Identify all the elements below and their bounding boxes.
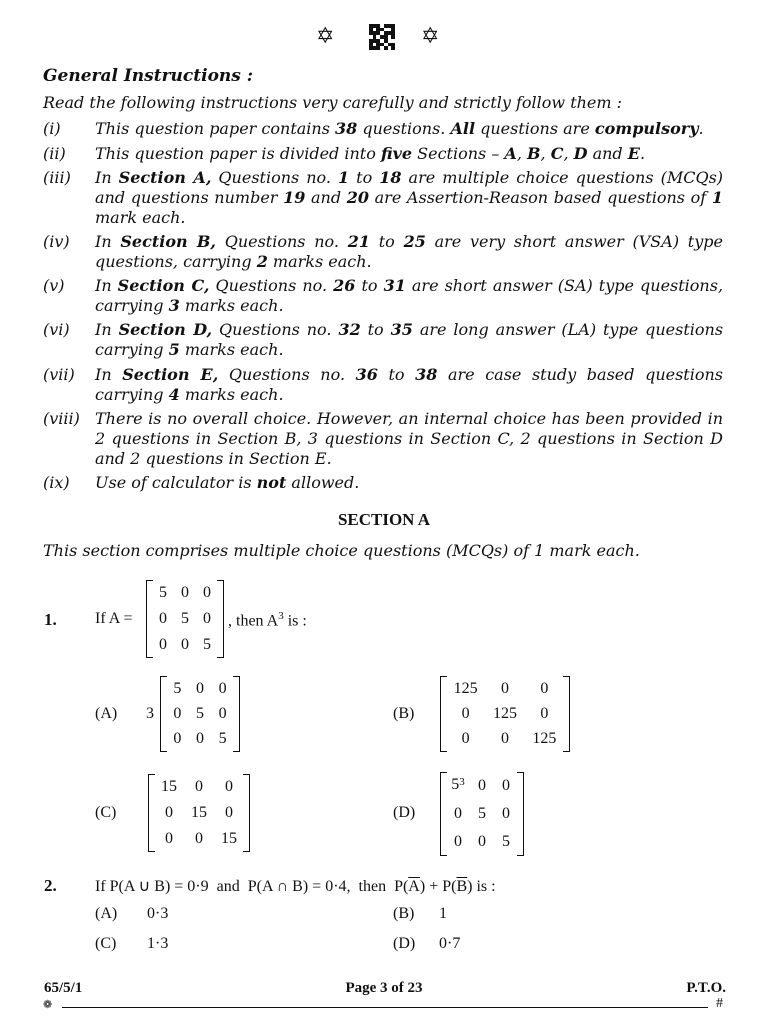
matrix-entry: 0 <box>173 704 182 722</box>
q2-option-b-value: 1 <box>439 905 447 922</box>
instruction-number: (v) <box>43 276 65 295</box>
section-title: SECTION A <box>337 510 431 529</box>
matrix-entry: 0 <box>165 830 173 847</box>
matrix-grid <box>446 772 518 856</box>
matrix-entry: 0 <box>159 610 167 627</box>
option-c-matrix <box>148 774 250 852</box>
option-b-label: (B) <box>393 705 415 722</box>
q2-option-d-label: (D) <box>393 935 416 952</box>
matrix-entry: 5 <box>478 805 486 822</box>
matrix-grid <box>152 580 218 658</box>
instruction-text: This question paper is divided into five Sections – A, B, C, D and E. <box>95 144 646 163</box>
matrix-entry: 0 <box>203 584 211 601</box>
matrix-entry: 0 <box>478 777 486 794</box>
q2-option-a-value: 0·3 <box>147 905 169 922</box>
matrix-entry: 0 <box>195 830 203 847</box>
pto-text: P.T.O. <box>686 980 726 996</box>
question-number: 1. <box>44 610 57 629</box>
q2-option-b-label: (B) <box>393 905 415 922</box>
instruction-number: (iii) <box>43 168 71 187</box>
instruction-text: In Section D, Questions no. 32 to 35 are long answer (LA) type questions carrying 5 marks each. <box>95 320 724 359</box>
matrix-grid <box>154 774 244 852</box>
matrix-entry: 5 <box>181 610 189 627</box>
matrix-entry: 125 <box>453 679 478 697</box>
matrix-entry: 125 <box>532 730 557 748</box>
matrix-grid <box>446 676 564 752</box>
instruction-text: In Section C, Questions no. 26 to 31 are short answer (SA) type questions, carrying 3 marks each. <box>95 276 724 315</box>
instruction-number: (ii) <box>43 144 66 163</box>
question-number: 2. <box>44 876 57 895</box>
question-1-matrix <box>146 580 224 658</box>
matrix-bracket-right <box>233 676 240 752</box>
instruction-text: Use of calculator is not allowed. <box>95 473 360 492</box>
footer-divider <box>62 1007 708 1008</box>
matrix-entry: 0 <box>195 778 203 795</box>
matrix-entry: 0 <box>195 730 204 748</box>
page-number: Page 3 of 23 <box>345 980 423 996</box>
matrix-grid <box>166 676 234 752</box>
instructions-intro: Read the following instructions very carefully and strictly follow them : <box>43 93 623 112</box>
question-1-prefix: If A = <box>95 610 133 627</box>
matrix-entry: 0 <box>454 805 462 822</box>
matrix-entry: 0 <box>461 730 470 748</box>
matrix-entry: 5 <box>195 704 204 722</box>
instruction-text: In Section E, Questions no. 36 to 38 are case study based questions carrying 4 marks each. <box>95 365 723 404</box>
star-of-david-icon-left: ✡ <box>316 24 335 49</box>
matrix-entry: 0 <box>540 704 549 722</box>
matrix-entry: 15 <box>221 830 237 847</box>
matrix-entry: 0 <box>173 730 182 748</box>
q2-option-c-value: 1·3 <box>147 935 169 952</box>
instruction-text: In Section A, Questions no. 1 to 18 are multiple choice questions (MCQs) and questions number 19 and 20 are Assertion-Reason based questions of 1 mark each. <box>95 168 724 227</box>
instruction-number: (i) <box>43 119 61 138</box>
question-1-suffix: , then $A^3$ is : <box>228 610 307 630</box>
matrix-entry: 0 <box>500 730 509 748</box>
matrix-entry: 0 <box>502 805 510 822</box>
matrix-bracket-right <box>243 774 250 852</box>
option-b-matrix <box>440 676 570 752</box>
instruction-number: (iv) <box>43 232 70 251</box>
option-a-label: (A) <box>95 705 118 722</box>
instruction-number: (ix) <box>43 473 70 492</box>
footer-hash-mark: # <box>716 996 723 1011</box>
matrix-entry <box>446 772 470 800</box>
option-a-scalar: 3 <box>146 705 154 722</box>
matrix-entry: 5 <box>218 730 227 748</box>
matrix-entry: 0 <box>218 679 227 697</box>
matrix-entry: 0 <box>502 777 510 794</box>
matrix-entry: 0 <box>165 804 173 821</box>
matrix-entry: 0 <box>225 778 233 795</box>
matrix-entry: 0 <box>218 704 227 722</box>
question-2-text: If P(A ∪ B) = 0·9 and P(A ∩ B) = 0·4, then $P(\overline{A}) + P(\overline{B})$ is : <box>95 878 496 895</box>
matrix-entry: 15 <box>161 778 177 795</box>
qr-code-icon <box>369 24 395 50</box>
matrix-bracket-right <box>517 772 524 856</box>
instruction-text: In Section B, Questions no. 21 to 25 are very short answer (VSA) type questions, carrying 2 marks each. <box>95 232 723 271</box>
matrix-entry: 5 <box>159 584 167 601</box>
paper-code: 65/5/1 <box>44 980 83 996</box>
matrix-entry: 0 <box>461 704 470 722</box>
matrix-entry: 0 <box>454 833 462 850</box>
option-c-label: (C) <box>95 804 117 821</box>
matrix-entry: 0 <box>540 679 549 697</box>
matrix-entry: 0 <box>195 679 204 697</box>
instruction-number: (viii) <box>43 409 80 428</box>
matrix-entry-exponent: 3 <box>459 776 465 788</box>
instruction-text: This question paper contains 38 questions. All questions are compulsory. <box>95 119 704 138</box>
option-d-label: (D) <box>393 804 416 821</box>
q2-option-a-label: (A) <box>95 905 118 922</box>
option-d-matrix <box>440 772 524 856</box>
star-of-david-icon-right: ✡ <box>421 24 440 49</box>
matrix-entry: 0 <box>181 584 189 601</box>
matrix-entry: 0 <box>478 833 486 850</box>
matrix-bracket-right <box>563 676 570 752</box>
footer-mark-icon: ❁ <box>43 998 53 1011</box>
instruction-number: (vii) <box>43 365 75 384</box>
matrix-bracket-right <box>217 580 224 658</box>
matrix-entry: 5 <box>203 636 211 653</box>
matrix-entry: 125 <box>492 704 517 722</box>
q2-option-d-value: 0·7 <box>439 935 461 952</box>
q2-option-c-label: (C) <box>95 935 117 952</box>
matrix-entry: 0 <box>225 804 233 821</box>
matrix-entry: 15 <box>191 804 207 821</box>
matrix-entry-base: 5 <box>451 776 460 793</box>
instructions-title: General Instructions : <box>43 66 254 86</box>
matrix-entry: 0 <box>181 636 189 653</box>
matrix-entry: 0 <box>159 636 167 653</box>
matrix-entry: 0 <box>500 679 509 697</box>
instruction-number: (vi) <box>43 320 70 339</box>
section-description: This section comprises multiple choice questions (MCQs) of 1 mark each. <box>43 541 640 560</box>
matrix-entry: 0 <box>203 610 211 627</box>
instruction-text: There is no overall choice. However, an internal choice has been provided in 2 questions in Section B, 3 questions in Section C, 2 questions in Section D and 2 questions in Section E. <box>95 409 723 468</box>
option-a-matrix <box>160 676 240 752</box>
matrix-entry: 5 <box>502 833 510 850</box>
matrix-entry: 5 <box>173 679 182 697</box>
